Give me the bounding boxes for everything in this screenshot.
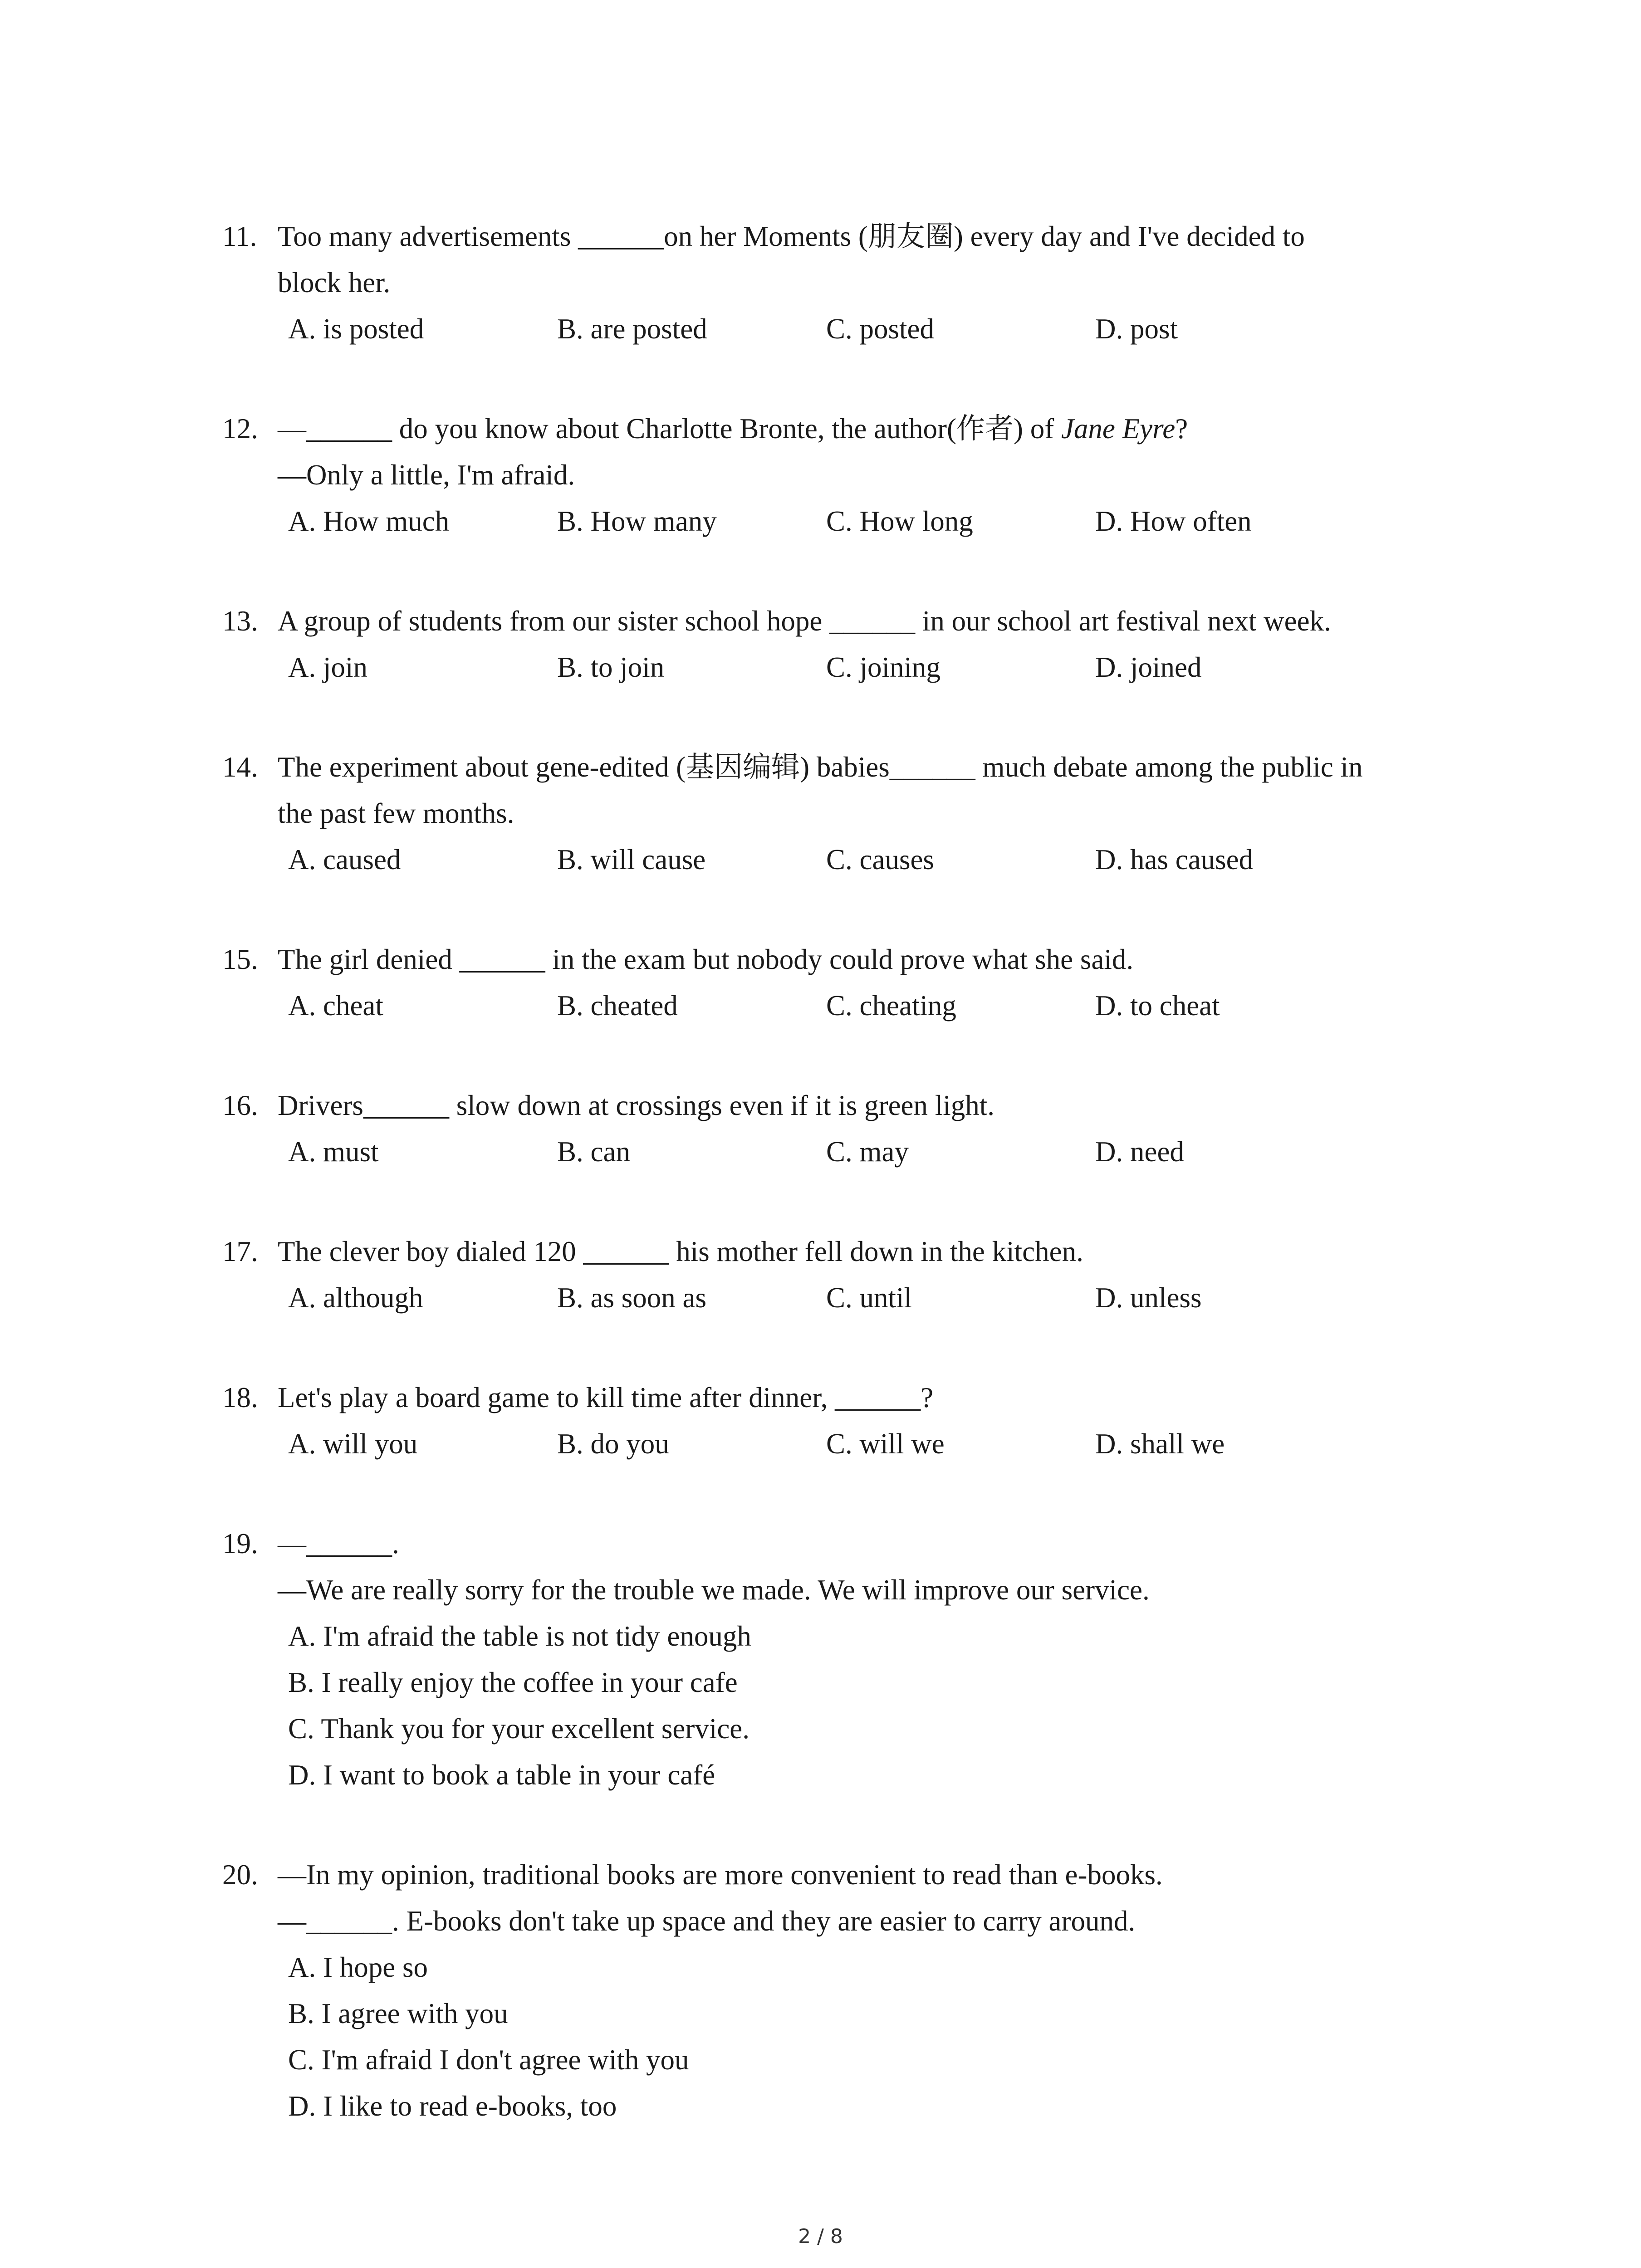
option-a: A. How much (288, 505, 450, 537)
option-d: D. I like to read e-books, too (288, 2090, 617, 2122)
option-b: B. I really enjoy the coffee in your cafe (288, 1667, 738, 1698)
question-stem (278, 936, 1470, 982)
question-stem (278, 1374, 1470, 1421)
question-list (222, 213, 1470, 2129)
option-a: A. cheat (288, 990, 383, 1022)
options-row (288, 982, 1470, 1029)
option-c: C. Thank you for your excellent service. (288, 1713, 750, 1745)
option-a: A. must (288, 1136, 379, 1168)
option-d: D. shall we (1095, 1428, 1225, 1460)
option-d: D. unless (1095, 1282, 1202, 1314)
option-b: B. as soon as (557, 1282, 706, 1314)
question-13 (222, 598, 1470, 690)
question-16 (222, 1082, 1470, 1175)
question-number: 11. (222, 220, 257, 252)
stem-line: Drivers______ slow down at crossings even if it is green light. (278, 1090, 995, 1121)
options-row (288, 306, 1470, 352)
stem-line: The girl denied ______ in the exam but nobody could prove what she said. (278, 943, 1134, 975)
stem-text: —______ do you know about Charlotte Bronte, the author(作者) of (278, 413, 1061, 445)
question-stem (278, 1228, 1470, 1275)
options-row (288, 1275, 1470, 1321)
question-19 (222, 1520, 1470, 1798)
option-a: A. will you (288, 1428, 418, 1460)
option-c: C. I'm afraid I don't agree with you (288, 2044, 689, 2076)
stem-line: the past few months. (278, 797, 514, 829)
stem-line (278, 406, 1470, 452)
option-b: B. can (557, 1136, 630, 1168)
question-number: 14. (222, 751, 258, 783)
stem-text: ? (1175, 413, 1188, 445)
question-stem (278, 213, 1470, 306)
option-a: A. join (288, 651, 368, 683)
question-stem (278, 598, 1470, 644)
options-column (288, 1613, 1470, 1798)
question-14 (222, 744, 1470, 883)
reply-line: —We are really sorry for the trouble we made. We will improve our service. (278, 1574, 1150, 1606)
options-row (288, 498, 1470, 544)
question-number: 17. (222, 1236, 258, 1267)
options-row (288, 836, 1470, 883)
book-title: Jane Eyre (1061, 413, 1176, 445)
reply-line: —Only a little, I'm afraid. (278, 459, 575, 491)
stem-line: Too many advertisements ______on her Moments (朋友圈) every day and I've decided to (278, 220, 1305, 252)
option-c: C. may (826, 1136, 909, 1168)
option-c: C. joining (826, 651, 941, 683)
option-c: C. will we (826, 1428, 945, 1460)
option-d: D. to cheat (1095, 990, 1220, 1022)
option-b: B. do you (557, 1428, 669, 1460)
option-d: D. post (1095, 313, 1178, 345)
stem-line: The clever boy dialed 120 ______ his mother fell down in the kitchen. (278, 1236, 1083, 1267)
option-a: A. caused (288, 844, 401, 875)
stem-line: Let's play a board game to kill time after dinner, ______? (278, 1382, 934, 1413)
question-stem (278, 744, 1470, 836)
question-number: 12. (222, 413, 258, 445)
option-a: A. I hope so (288, 1951, 428, 1983)
stem-line: —______. (278, 1528, 399, 1559)
option-b: B. I agree with you (288, 1998, 508, 2029)
question-number: 18. (222, 1382, 258, 1413)
option-c: C. until (826, 1282, 912, 1314)
question-stem (278, 1082, 1470, 1129)
option-c: C. cheating (826, 990, 956, 1022)
question-17 (222, 1228, 1470, 1321)
option-d: D. has caused (1095, 844, 1254, 875)
option-a: A. I'm afraid the table is not tidy enough (288, 1620, 751, 1652)
page-number: 2 / 8 (798, 2225, 843, 2248)
option-b: B. are posted (557, 313, 707, 345)
option-d: D. How often (1095, 505, 1252, 537)
option-c: C. How long (826, 505, 973, 537)
stem-line: block her. (278, 267, 391, 298)
option-b: B. will cause (557, 844, 706, 875)
stem-line: —In my opinion, traditional books are more convenient to read than e-books. (278, 1859, 1163, 1891)
option-a: A. although (288, 1282, 423, 1314)
options-row (288, 1129, 1470, 1175)
option-c: C. posted (826, 313, 935, 345)
question-number: 13. (222, 605, 258, 637)
question-15 (222, 936, 1470, 1029)
question-20 (222, 1852, 1470, 2129)
question-18 (222, 1374, 1470, 1467)
question-number: 15. (222, 943, 258, 975)
options-column (288, 1944, 1470, 2129)
option-d: D. need (1095, 1136, 1184, 1168)
reply-line: —______. E-books don't take up space and they are easier to carry around. (278, 1905, 1136, 1937)
option-b: B. cheated (557, 990, 678, 1022)
option-a: A. is posted (288, 313, 424, 345)
option-b: B. How many (557, 505, 717, 537)
question-stem (278, 1852, 1470, 1944)
question-number: 19. (222, 1528, 258, 1559)
question-stem (278, 406, 1470, 498)
question-stem (278, 1520, 1470, 1613)
options-row (288, 1421, 1470, 1467)
question-number: 20. (222, 1859, 258, 1891)
option-d: D. I want to book a table in your café (288, 1759, 715, 1791)
question-12 (222, 406, 1470, 544)
options-row (288, 644, 1470, 690)
question-number: 16. (222, 1090, 258, 1121)
stem-line: A group of students from our sister school hope ______ in our school art festival next week. (278, 605, 1331, 637)
option-d: D. joined (1095, 651, 1202, 683)
option-c: C. causes (826, 844, 934, 875)
stem-line: The experiment about gene-edited (基因编辑) babies______ much debate among the public in (278, 751, 1363, 783)
option-b: B. to join (557, 651, 665, 683)
question-11 (222, 213, 1470, 352)
